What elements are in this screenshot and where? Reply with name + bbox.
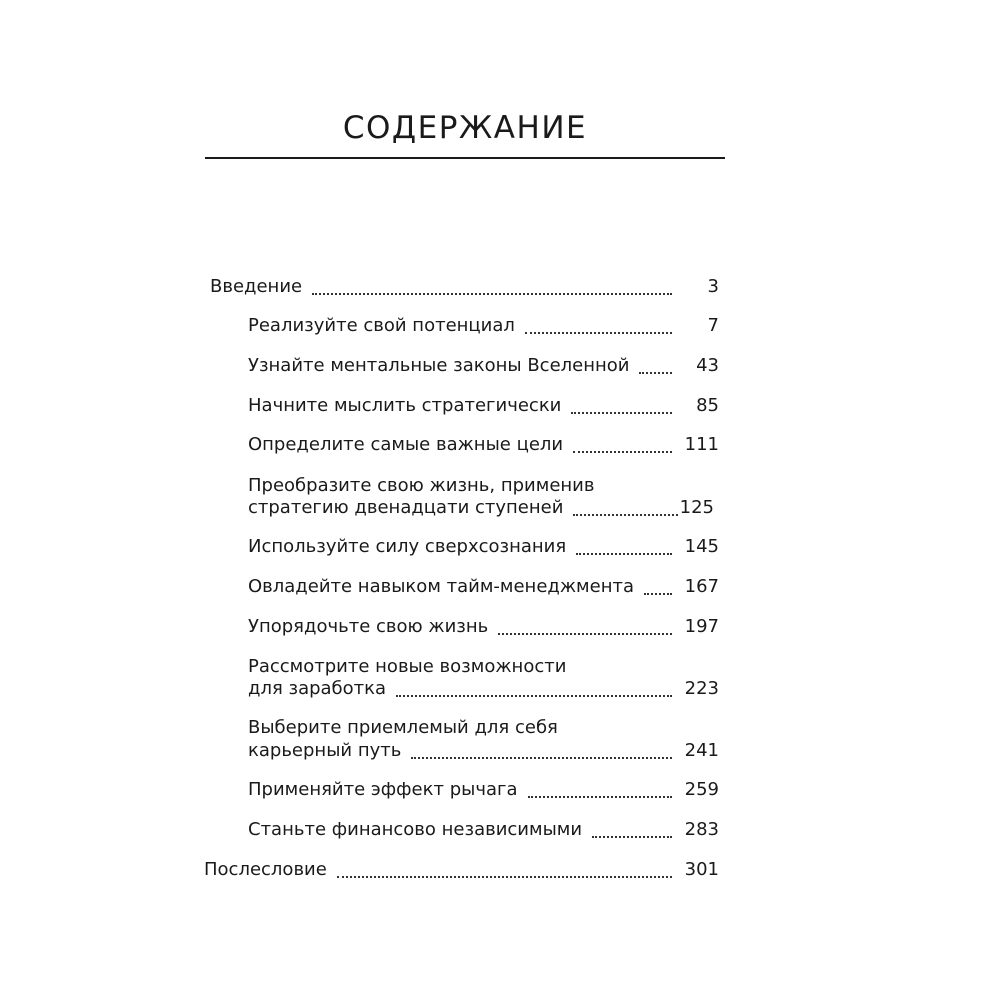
entry-title-line: Определите самые важные цели — [248, 434, 564, 455]
entry-title-line: Овладейте навыком тайм-менеджмента — [248, 576, 634, 597]
page-number: 145 — [684, 536, 719, 557]
entry-title-line: Рассмотрите новые возможности — [248, 656, 567, 677]
page-number: 7 — [707, 315, 719, 336]
entry-title-line: для заработка — [248, 678, 387, 699]
page-number: 241 — [684, 740, 719, 761]
entry-title-line: Станьте финансово независимыми — [248, 819, 583, 840]
entry-title-line: Преобразите свою жизнь, применив — [248, 475, 595, 496]
entry-title-line: Упорядочьте свою жизнь — [248, 616, 489, 637]
entry-title-line: Послесловие — [204, 859, 327, 880]
entry-title-line: Используйте силу сверхсознания — [248, 536, 567, 557]
entry-title-line: Выберите приемлемый для себя — [248, 717, 558, 738]
entry-title-line: Реализуйте свой потенциал — [248, 315, 515, 336]
page-number: 283 — [684, 819, 719, 840]
entry-title-line: Узнайте ментальные законы Вселенной — [248, 355, 630, 376]
page-number: 125 — [679, 497, 714, 518]
page-number: 111 — [684, 434, 719, 455]
page-number: 167 — [684, 576, 719, 597]
page-number: 3 — [707, 276, 719, 297]
page-number: 85 — [696, 395, 719, 416]
entry-title-line: карьерный путь — [248, 740, 402, 761]
entry-title-line: Введение — [210, 276, 303, 297]
dot-leader — [312, 283, 672, 295]
dot-leader — [411, 747, 672, 759]
page-number: 223 — [684, 678, 719, 699]
page-number: 43 — [696, 355, 719, 376]
entry-title-line: Применяйте эффект рычага — [248, 779, 518, 800]
title-underline — [205, 157, 725, 159]
entry-title-line: Начните мыслить стратегически — [248, 395, 562, 416]
entry-title-line: стратегию двенадцати ступеней — [248, 497, 564, 518]
page-title: СОДЕРЖАНИЕ — [342, 110, 588, 146]
page-number: 197 — [684, 616, 719, 637]
page-number: 301 — [684, 859, 719, 880]
dot-leader — [337, 866, 672, 878]
dot-leader — [396, 685, 672, 697]
page-number: 259 — [684, 779, 719, 800]
